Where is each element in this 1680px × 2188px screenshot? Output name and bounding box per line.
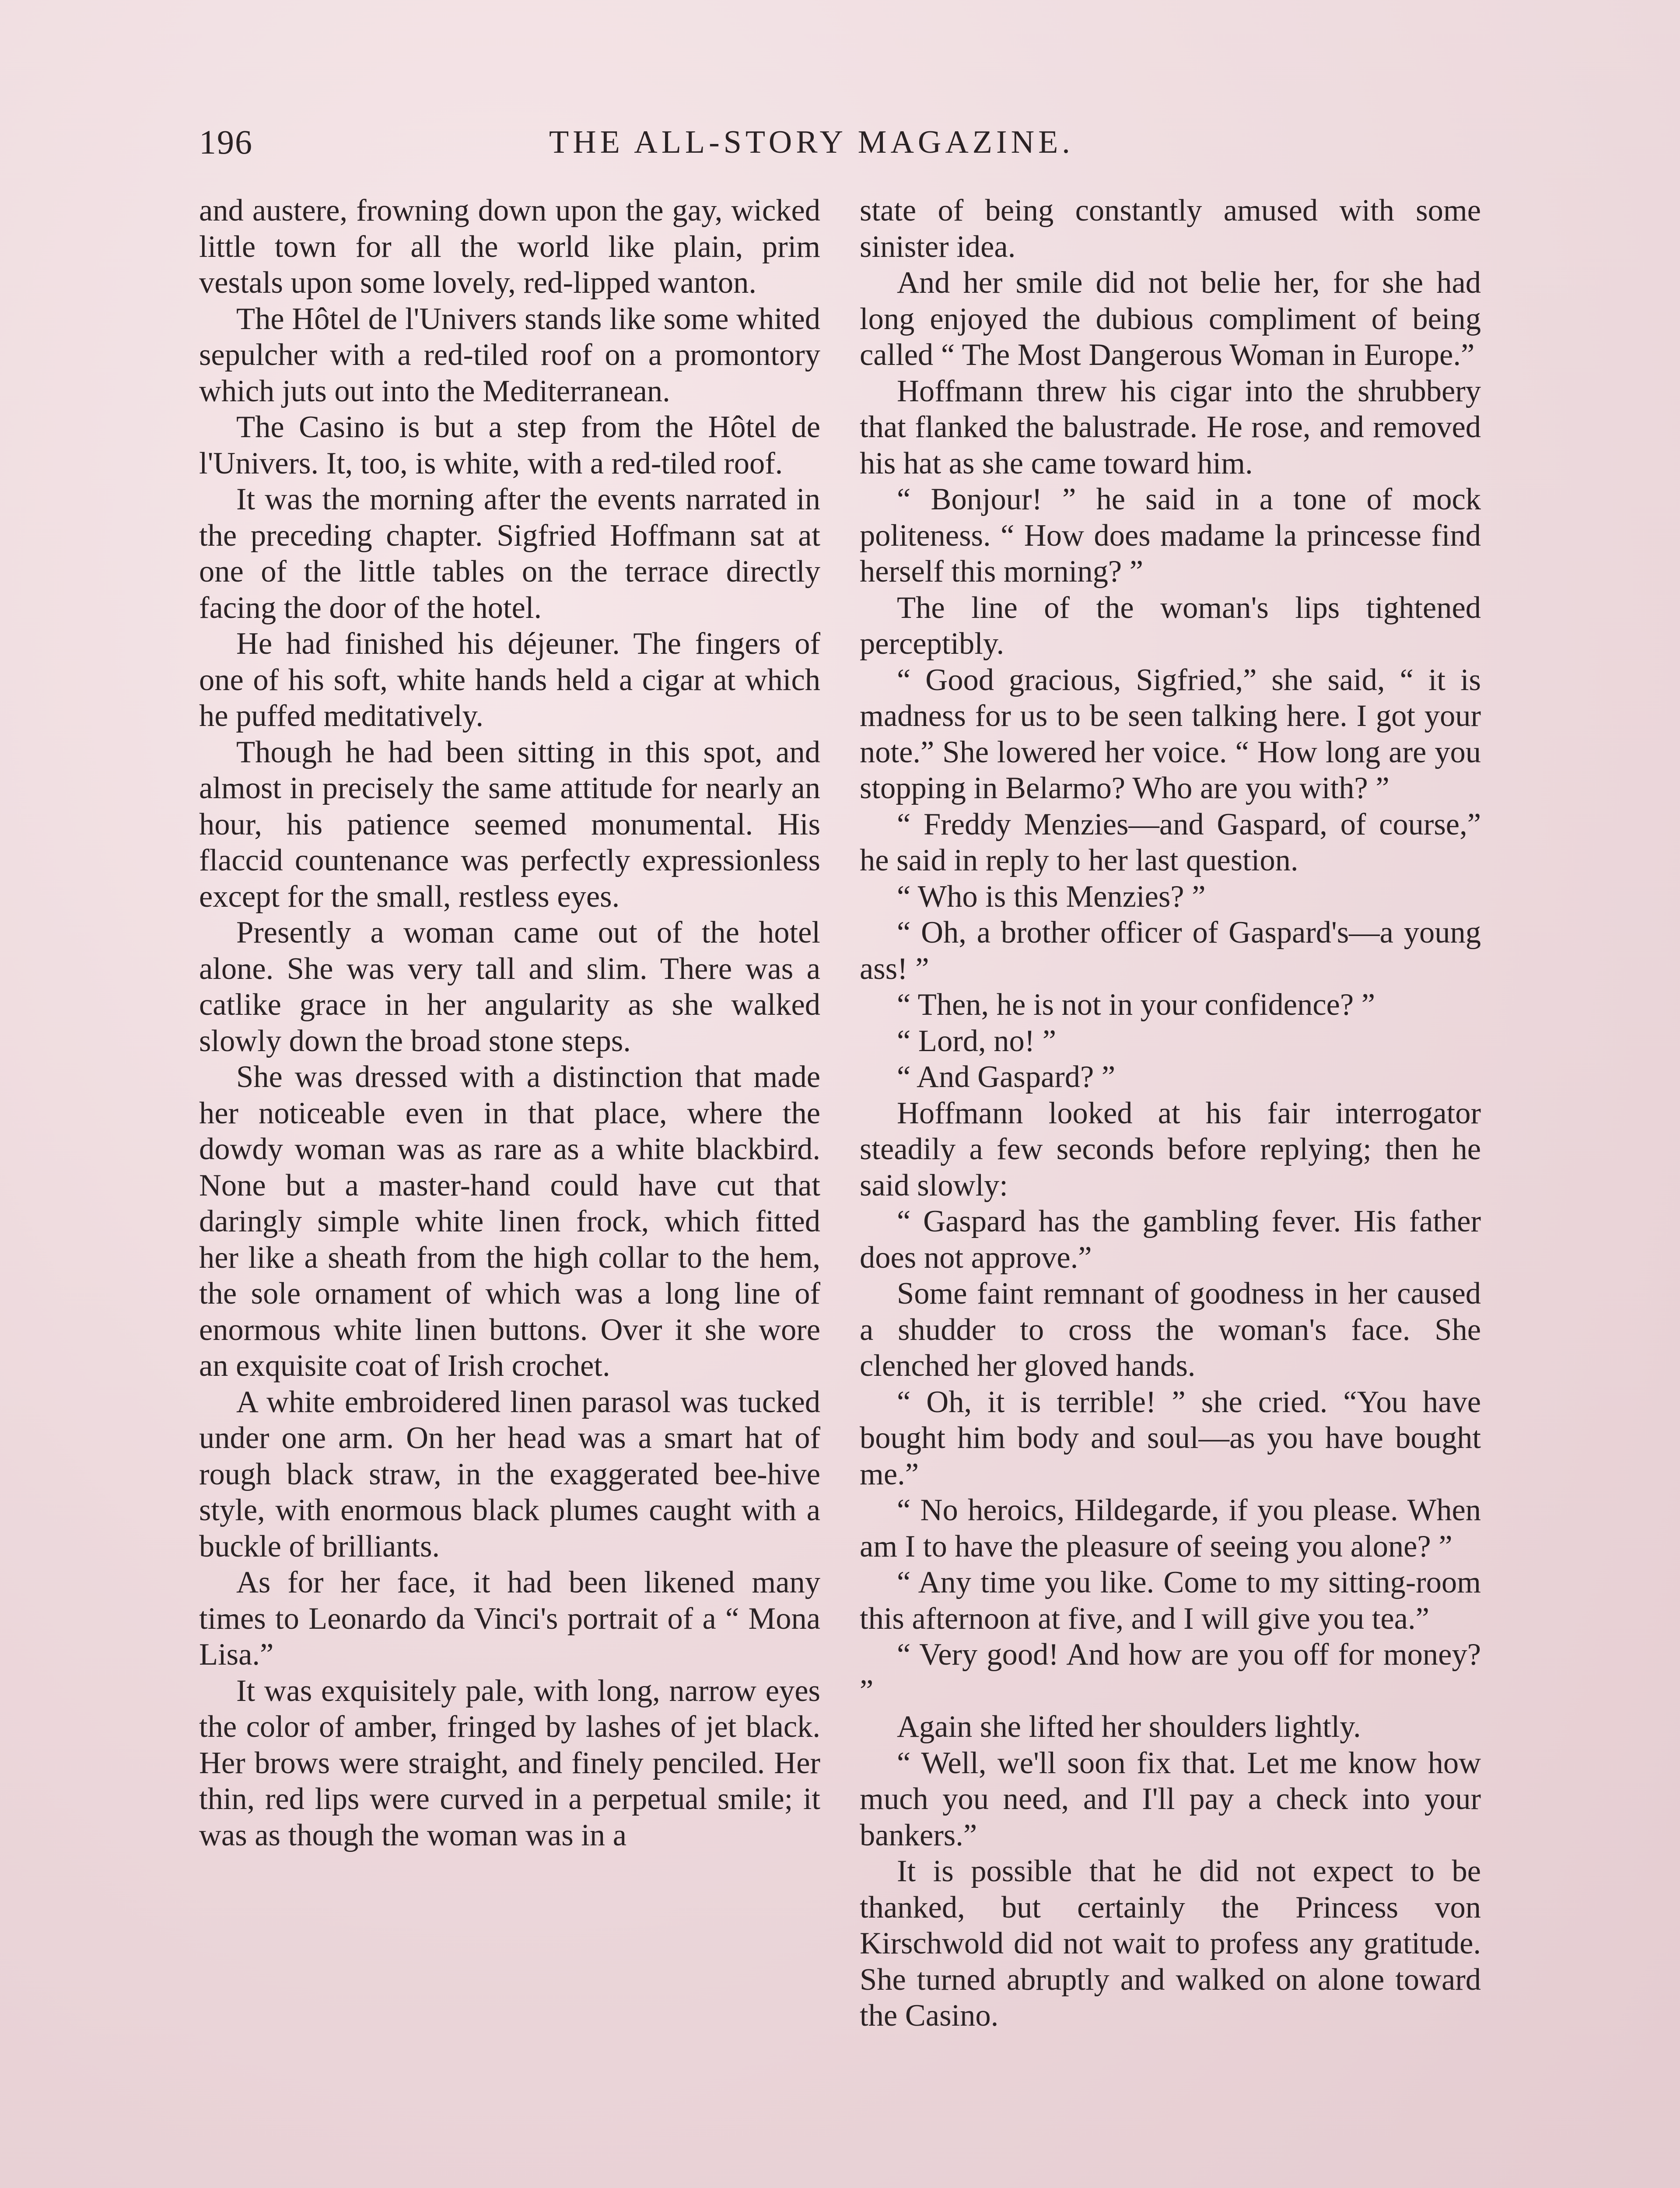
paragraph: She was dressed with a distinction that made her noticeable even in that place, where the dowdy woman was as rare as a white blackbird. None but a master-hand could have cut that daringly simple white linen frock, which fitted her like a sheath from the high collar to the hem, the sole ornament of which was a long line of enormous white linen buttons. Over it she wore an exquisite coat of Irish crochet. <box>199 1060 820 1383</box>
paragraph: “ Then, he is not in your confidence? ” <box>897 988 1376 1022</box>
paragraph: It was the morning after the events narrated in the preceding chapter. Sigfried Hoffmann sat at one of the little tables on the terrace directly facing the door of the hotel. <box>199 482 820 625</box>
paragraph: The Hôtel de l'Univers stands like some whited sepulcher with a red-tiled roof on a promontory which juts out into the Mediterranean. <box>199 302 820 408</box>
paragraph: “ Good gracious, Sigfried,” she said, “ it is madness for us to be seen talking here. I got your note.” She lowered her voice. “ How long are you stopping in Belarmo? Who are you with? ” <box>860 663 1481 805</box>
paragraph: The line of the woman's lips tightened perceptibly. <box>860 590 1481 661</box>
paragraph: “ Oh, it is terrible! ” she cried. “You have bought him body and soul—as you have bought me.” <box>860 1385 1481 1491</box>
paragraph: Again she lifted her shoulders lightly. <box>897 1710 1361 1744</box>
running-head: THE ALL-STORY MAGAZINE. <box>549 124 1074 160</box>
paragraph: Hoffmann threw his cigar into the shrubbery that flanked the balustrade. He rose, and removed his hat as she came toward him. <box>860 374 1481 480</box>
paragraph: The Casino is but a step from the Hôtel de l'Univers. It, too, is white, with a red-tiled roof. <box>199 410 820 480</box>
paragraph: “ Bonjour! ” he said in a tone of mock politeness. “ How does madame la princesse find herself this morning? ” <box>860 482 1481 589</box>
paragraph: “ Oh, a brother officer of Gaspard's—a young ass! ” <box>860 915 1481 986</box>
paragraph: “ Very good! And how are you off for money? ” <box>860 1637 1481 1708</box>
page-number: 196 <box>199 123 253 161</box>
paragraph: A white embroidered linen parasol was tucked under one arm. On her head was a smart hat of rough black straw, in the exaggerated bee-hive style, with enormous black plumes caught with a buckle of brilliants. <box>199 1385 820 1564</box>
paragraph: Presently a woman came out of the hotel alone. She was very tall and slim. There was a catlike grace in her angularity as she walked slowly down the broad stone steps. <box>199 915 820 1058</box>
paragraph: state of being constantly amused with some sinister idea. <box>860 193 1481 264</box>
paragraph: It was exquisitely pale, with long, narrow eyes the color of amber, fringed by lashes of jet black. Her brows were straight, and finely penciled. Her thin, red lips were curved in a perpetual smile; it was as though the woman was in a <box>199 1673 820 1852</box>
paragraph: He had finished his déjeuner. The fingers of one of his soft, white hands held a cigar at which he puffed meditatively. <box>199 627 820 733</box>
paragraph: “ Who is this Menzies? ” <box>897 879 1206 914</box>
paragraph: “ Gaspard has the gambling fever. His father does not approve.” <box>860 1204 1481 1275</box>
paragraph: “ Freddy Menzies—and Gaspard, of course,” he said in reply to her last question. <box>860 807 1481 877</box>
page-header <box>199 118 1494 166</box>
right-column <box>860 193 1481 2034</box>
paragraph: As for her face, it had been likened many times to Leonardo da Vinci's portrait of a “ Mona Lisa.” <box>199 1565 820 1672</box>
paragraph: Some faint remnant of goodness in her caused a shudder to cross the woman's face. She clenched her gloved hands. <box>860 1276 1481 1383</box>
paragraph: “ And Gaspard? ” <box>897 1060 1116 1094</box>
paragraph: And her smile did not belie her, for she had long enjoyed the dubious compliment of being called “ The Most Dangerous Woman in Europe.” <box>860 266 1481 372</box>
left-column <box>199 193 820 1853</box>
paragraph: “ No heroics, Hildegarde, if you please. When am I to have the pleasure of seeing you alone? ” <box>860 1493 1481 1564</box>
paragraph: Hoffmann looked at his fair interrogator steadily a few seconds before replying; then he said slowly: <box>860 1096 1481 1203</box>
paragraph: and austere, frowning down upon the gay, wicked little town for all the world like plain, prim vestals upon some lovely, red-lipped wanton. <box>199 193 820 300</box>
paragraph: “ Lord, no! ” <box>897 1024 1057 1058</box>
paragraph: “ Well, we'll soon fix that. Let me know how much you need, and I'll pay a check into your bankers.” <box>860 1746 1481 1852</box>
paragraph: “ Any time you like. Come to my sitting-room this afternoon at five, and I will give you tea.” <box>860 1565 1481 1636</box>
paragraph: It is possible that he did not expect to be thanked, but certainly the Princess von Kirschwold did not wait to profess any gratitude. She turned abruptly and walked on alone toward the Casino. <box>860 1854 1481 2033</box>
paragraph: Though he had been sitting in this spot, and almost in precisely the same attitude for nearly an hour, his patience seemed monumental. His flaccid countenance was perfectly expressionless except for the small, restless eyes. <box>199 735 820 914</box>
